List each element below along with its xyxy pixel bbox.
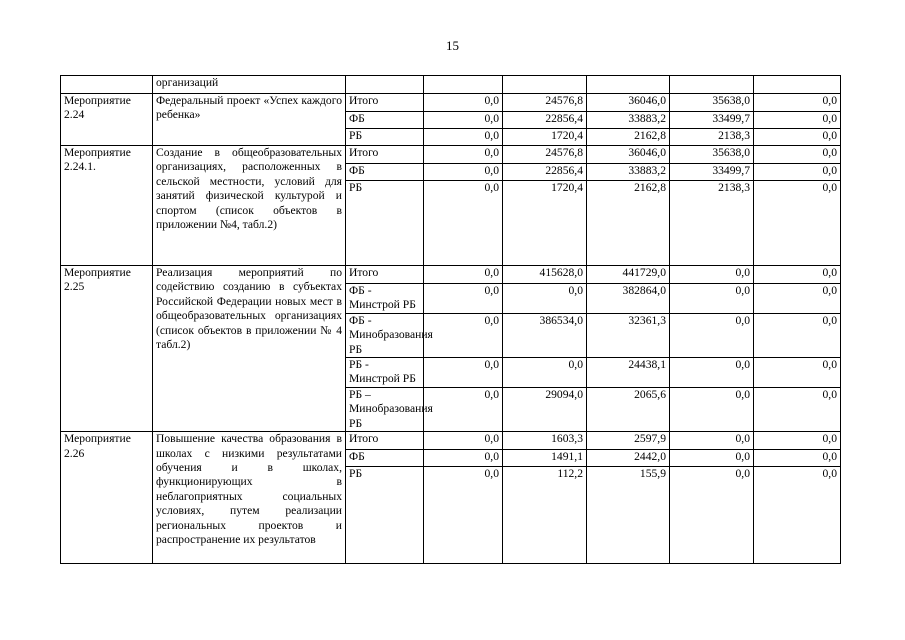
amount-cell: 0,0 bbox=[754, 432, 841, 450]
funding-source: Итого bbox=[346, 432, 424, 450]
amount-cell: 0,0 bbox=[754, 181, 841, 266]
amount-cell: 0,0 bbox=[670, 432, 754, 450]
amount-cell: 0,0 bbox=[424, 146, 503, 164]
budget-table bbox=[60, 75, 841, 564]
amount-cell: 0,0 bbox=[754, 313, 841, 357]
amount-cell: 0,0 bbox=[503, 284, 587, 314]
amount-cell: 155,9 bbox=[587, 467, 670, 564]
amount-cell: 36046,0 bbox=[587, 94, 670, 112]
funding-source: Итого bbox=[346, 266, 424, 284]
amount-cell: 112,2 bbox=[503, 467, 587, 564]
amount-cell: 32361,3 bbox=[587, 313, 670, 357]
amount-cell: 22856,4 bbox=[503, 112, 587, 129]
event-description: Создание в общеобразовательных организациях, расположенных в сельской местности, условий для занятий физической культурой и спортом (список объектов в приложении №4, табл.2) bbox=[153, 146, 346, 266]
amount-cell: 0,0 bbox=[670, 266, 754, 284]
funding-source: РБ – Минобразования РБ bbox=[346, 388, 424, 432]
table-row-continuation bbox=[61, 76, 841, 94]
amount-cell: 1491,1 bbox=[503, 450, 587, 467]
event-description: Федеральный проект «Успех каждого ребенка» bbox=[153, 94, 346, 146]
amount-cell: 0,0 bbox=[424, 129, 503, 146]
amount-cell: 33883,2 bbox=[587, 164, 670, 181]
amount-cell: 415628,0 bbox=[503, 266, 587, 284]
amount-cell: 22856,4 bbox=[503, 164, 587, 181]
funding-source: РБ bbox=[346, 467, 424, 564]
event-name: Мероприятие 2.24.1. bbox=[61, 146, 153, 266]
amount-cell: 0,0 bbox=[754, 266, 841, 284]
table-row bbox=[61, 94, 841, 112]
table-body bbox=[61, 76, 841, 564]
amount-cell: 2162,8 bbox=[587, 129, 670, 146]
amount-cell: 0,0 bbox=[424, 181, 503, 266]
amount-cell: 0,0 bbox=[670, 388, 754, 432]
funding-source: РБ - Минстрой РБ bbox=[346, 358, 424, 388]
funding-source: ФБ bbox=[346, 164, 424, 181]
amount-cell: 2597,9 bbox=[587, 432, 670, 450]
amount-cell: 0,0 bbox=[670, 284, 754, 314]
amount-cell: 24438,1 bbox=[587, 358, 670, 388]
amount-cell: 1603,3 bbox=[503, 432, 587, 450]
amount-cell: 441729,0 bbox=[587, 266, 670, 284]
amount-cell: 0,0 bbox=[754, 146, 841, 164]
amount-cell: 0,0 bbox=[670, 313, 754, 357]
amount-cell: 0,0 bbox=[424, 467, 503, 564]
amount-cell: 0,0 bbox=[424, 284, 503, 314]
table-row bbox=[61, 146, 841, 164]
event-description: Реализация мероприятий по содействию созданию в субъектах Российской Федерации новых мест в общеобразовательных организациях (список объектов в приложении № 4 табл.2) bbox=[153, 266, 346, 432]
page-number: 15 bbox=[446, 38, 459, 53]
amount-cell: 0,0 bbox=[424, 388, 503, 432]
event-name: Мероприятие 2.24 bbox=[61, 94, 153, 146]
amount-cell: 0,0 bbox=[424, 266, 503, 284]
event-name: Мероприятие 2.25 bbox=[61, 266, 153, 432]
continuation-description: организаций bbox=[153, 76, 346, 94]
amount-cell: 2138,3 bbox=[670, 181, 754, 266]
funding-source: РБ bbox=[346, 181, 424, 266]
amount-cell: 0,0 bbox=[424, 94, 503, 112]
amount-cell: 0,0 bbox=[503, 358, 587, 388]
amount-cell: 2162,8 bbox=[587, 181, 670, 266]
amount-cell: 0,0 bbox=[670, 450, 754, 467]
amount-cell: 0,0 bbox=[424, 358, 503, 388]
amount-cell: 0,0 bbox=[754, 467, 841, 564]
table-row bbox=[61, 266, 841, 284]
event-description: Повышение качества образования в школах с низкими результатами обучения и в школах, функционирующих в неблагоприятных социальных условиях, путем реализации региональных проектов и распространение их результатов bbox=[153, 432, 346, 564]
amount-cell: 24576,8 bbox=[503, 94, 587, 112]
amount-cell: 33499,7 bbox=[670, 112, 754, 129]
amount-cell: 0,0 bbox=[754, 112, 841, 129]
event-name: Мероприятие 2.26 bbox=[61, 432, 153, 564]
amount-cell: 0,0 bbox=[754, 358, 841, 388]
amount-cell: 1720,4 bbox=[503, 129, 587, 146]
amount-cell: 2065,6 bbox=[587, 388, 670, 432]
funding-source: Итого bbox=[346, 94, 424, 112]
amount-cell: 0,0 bbox=[424, 432, 503, 450]
amount-cell: 386534,0 bbox=[503, 313, 587, 357]
amount-cell: 0,0 bbox=[754, 450, 841, 467]
amount-cell: 24576,8 bbox=[503, 146, 587, 164]
amount-cell: 33883,2 bbox=[587, 112, 670, 129]
amount-cell: 33499,7 bbox=[670, 164, 754, 181]
funding-source: ФБ - Минобразования РБ bbox=[346, 313, 424, 357]
amount-cell: 0,0 bbox=[424, 112, 503, 129]
amount-cell: 0,0 bbox=[670, 467, 754, 564]
amount-cell: 0,0 bbox=[754, 388, 841, 432]
funding-source: РБ bbox=[346, 129, 424, 146]
amount-cell: 0,0 bbox=[754, 284, 841, 314]
amount-cell: 0,0 bbox=[424, 313, 503, 357]
amount-cell: 35638,0 bbox=[670, 146, 754, 164]
funding-source: ФБ - Минстрой РБ bbox=[346, 284, 424, 314]
amount-cell: 0,0 bbox=[424, 164, 503, 181]
funding-source: Итого bbox=[346, 146, 424, 164]
event-cell-continuation bbox=[61, 76, 153, 94]
amount-cell: 0,0 bbox=[424, 450, 503, 467]
amount-cell: 29094,0 bbox=[503, 388, 587, 432]
amount-cell: 0,0 bbox=[670, 358, 754, 388]
amount-cell: 0,0 bbox=[754, 164, 841, 181]
amount-cell: 35638,0 bbox=[670, 94, 754, 112]
amount-cell: 0,0 bbox=[754, 129, 841, 146]
funding-source: ФБ bbox=[346, 450, 424, 467]
amount-cell: 382864,0 bbox=[587, 284, 670, 314]
amount-cell: 36046,0 bbox=[587, 146, 670, 164]
amount-cell: 1720,4 bbox=[503, 181, 587, 266]
table-row bbox=[61, 432, 841, 450]
funding-source: ФБ bbox=[346, 112, 424, 129]
amount-cell: 2138,3 bbox=[670, 129, 754, 146]
amount-cell: 2442,0 bbox=[587, 450, 670, 467]
amount-cell: 0,0 bbox=[754, 94, 841, 112]
